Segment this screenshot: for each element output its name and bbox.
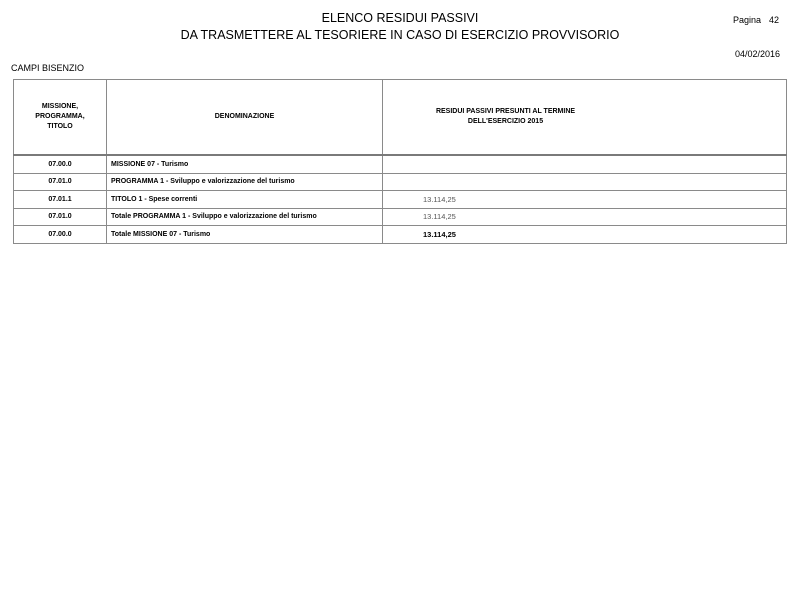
row-value: 13.114,25	[383, 191, 787, 209]
report-date: 04/02/2016	[735, 49, 781, 59]
column-header-denominazione: DENOMINAZIONE	[107, 80, 383, 156]
row-code: 07.01.0	[14, 173, 107, 191]
header-text	[383, 107, 628, 127]
table-row	[14, 155, 787, 173]
table-row	[14, 226, 787, 244]
header-line: PROGRAMMA,	[35, 113, 85, 120]
column-header-code	[14, 80, 107, 156]
page-indicator	[733, 15, 779, 25]
column-header-residui	[383, 80, 787, 156]
page-number: 42	[769, 15, 780, 25]
row-code: 07.01.0	[14, 208, 107, 226]
header-line: TITOLO	[47, 123, 73, 130]
row-value-total: 13.114,25	[383, 226, 787, 244]
row-code: 07.00.0	[14, 155, 107, 173]
table-row	[14, 191, 787, 209]
report-title: ELENCO RESIDUI PASSIVI	[321, 11, 479, 25]
ente-name: CAMPI BISENZIO	[11, 63, 85, 73]
header-line: RESIDUI PASSIVI PRESUNTI AL TERMINE	[435, 108, 576, 115]
row-code: 07.01.1	[14, 191, 107, 209]
row-value	[383, 173, 787, 191]
header-line: DELL'ESERCIZIO 2015	[467, 118, 544, 125]
page-label: Pagina	[733, 15, 762, 25]
row-code: 07.00.0	[14, 226, 107, 244]
row-denominazione: Totale PROGRAMMA 1 - Sviluppo e valorizzazione del turismo	[107, 208, 383, 226]
row-denominazione: PROGRAMMA 1 - Sviluppo e valorizzazione del turismo	[107, 173, 383, 191]
table-row	[14, 173, 787, 191]
table-header-row	[14, 80, 787, 156]
row-denominazione: MISSIONE 07 - Turismo	[107, 155, 383, 173]
residui-table	[13, 79, 787, 244]
row-value: 13.114,25	[383, 208, 787, 226]
row-value	[383, 155, 787, 173]
row-denominazione: TITOLO 1 - Spese correnti	[107, 191, 383, 209]
report-subtitle: DA TRASMETTERE AL TESORIERE IN CASO DI ESERCIZIO PROVVISORIO	[180, 28, 620, 42]
header-line: MISSIONE,	[41, 103, 79, 110]
row-denominazione: Totale MISSIONE 07 - Turismo	[107, 226, 383, 244]
table-row	[14, 208, 787, 226]
